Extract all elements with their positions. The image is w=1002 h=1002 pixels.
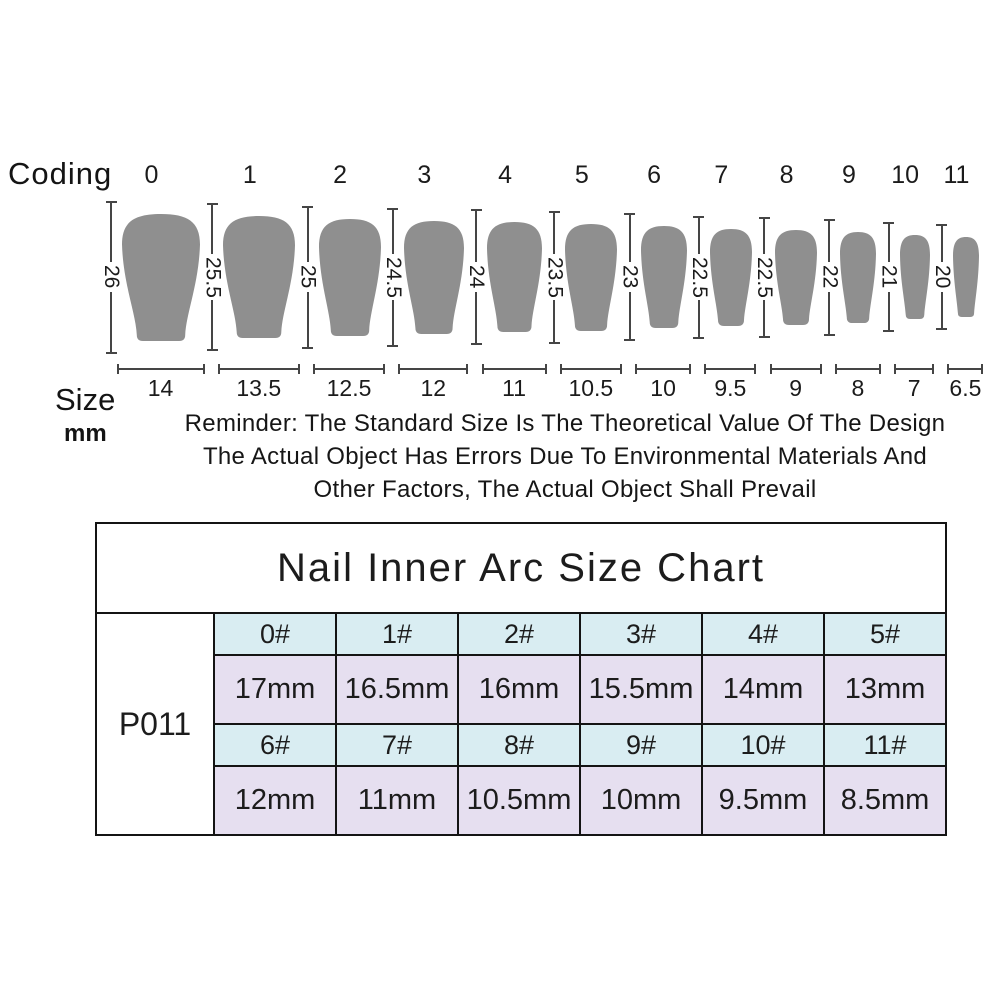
width-value: 12 bbox=[420, 375, 447, 401]
size-mm-cell: 12mm bbox=[214, 766, 336, 835]
ruler-line bbox=[888, 224, 890, 262]
ruler-line bbox=[211, 300, 213, 349]
ruler-cap-icon bbox=[471, 343, 482, 345]
length-value: 26 bbox=[100, 265, 123, 289]
model-code-cell: P011 bbox=[96, 613, 214, 835]
ruler-line bbox=[828, 292, 830, 334]
ruler-line bbox=[941, 226, 943, 262]
coding-label: Coding bbox=[8, 156, 113, 191]
ruler-line bbox=[941, 292, 943, 328]
width-value: 13.5 bbox=[236, 375, 282, 401]
nail-column-11 bbox=[930, 156, 982, 402]
nail-measure-group bbox=[618, 198, 687, 356]
width-value: 12.5 bbox=[326, 375, 372, 401]
ruler-line bbox=[110, 292, 112, 352]
nail-column-9 bbox=[818, 156, 876, 402]
length-ruler bbox=[930, 224, 954, 330]
size-code-cell: 8# bbox=[458, 724, 580, 766]
width-ruler bbox=[947, 364, 983, 374]
size-mm-cell: 13mm bbox=[824, 655, 946, 724]
length-ruler bbox=[687, 216, 711, 339]
width-value: 7 bbox=[907, 375, 921, 401]
nail-measure-group bbox=[296, 198, 381, 356]
length-ruler bbox=[381, 208, 405, 347]
nail-code-label: 2 bbox=[333, 161, 347, 189]
nail-column-5 bbox=[543, 156, 617, 402]
ruler-line bbox=[553, 300, 555, 341]
ruler-line bbox=[888, 292, 890, 330]
ruler-cap-icon bbox=[936, 328, 947, 330]
ruler-line bbox=[763, 219, 765, 254]
nail-column-3 bbox=[381, 156, 464, 402]
width-value: 9 bbox=[789, 375, 803, 401]
width-ruler bbox=[117, 364, 205, 374]
nail-code-label: 7 bbox=[714, 161, 729, 189]
nail-shape bbox=[319, 219, 381, 336]
length-ruler bbox=[201, 203, 225, 351]
length-value: 22.5 bbox=[687, 256, 711, 298]
width-ruler bbox=[835, 364, 881, 374]
table-row-sizes-2 bbox=[96, 766, 946, 835]
ruler-cap-icon bbox=[624, 339, 635, 341]
ruler-line bbox=[698, 218, 700, 254]
width-ruler bbox=[894, 364, 934, 374]
width-value: 14 bbox=[147, 375, 174, 401]
nail-shape bbox=[641, 226, 687, 328]
length-ruler bbox=[877, 222, 901, 332]
nail-shape bbox=[565, 224, 617, 331]
size-code-cell: 9# bbox=[580, 724, 702, 766]
size-code-cell: 3# bbox=[580, 613, 702, 655]
length-value: 20 bbox=[930, 265, 954, 289]
size-code-cell: 0# bbox=[214, 613, 336, 655]
nail-code-label: 4 bbox=[498, 161, 513, 189]
nail-code-label: 11 bbox=[943, 161, 970, 189]
nail-measure-group bbox=[381, 198, 464, 356]
table-row-codes-2 bbox=[96, 724, 946, 766]
nail-column-1 bbox=[201, 156, 295, 402]
nail-column-7 bbox=[687, 156, 752, 402]
width-ruler bbox=[218, 364, 300, 374]
size-code-cell: 11# bbox=[824, 724, 946, 766]
inner-arc-size-table bbox=[95, 522, 947, 836]
nail-shape bbox=[223, 216, 295, 338]
table-row-codes-1 bbox=[96, 613, 946, 655]
width-ruler bbox=[770, 364, 822, 374]
reminder-text bbox=[125, 407, 1002, 506]
size-mm-cell: 10mm bbox=[580, 766, 702, 835]
width-value: 9.5 bbox=[714, 375, 747, 401]
width-value: 8 bbox=[851, 375, 865, 401]
width-ruler bbox=[560, 364, 622, 374]
nail-column-0 bbox=[100, 156, 200, 402]
ruler-cap-icon bbox=[824, 334, 835, 336]
length-value: 23.5 bbox=[543, 256, 567, 298]
size-code-cell: 2# bbox=[458, 613, 580, 655]
width-value: 10 bbox=[650, 375, 676, 401]
length-ruler bbox=[100, 201, 123, 354]
ruler-line bbox=[553, 213, 555, 254]
ruler-cap-icon bbox=[106, 352, 117, 354]
size-unit-label: mm bbox=[64, 420, 107, 447]
nail-shape bbox=[840, 232, 876, 323]
length-value: 21 bbox=[877, 265, 901, 289]
nail-code-label: 8 bbox=[779, 161, 794, 189]
width-ruler bbox=[313, 364, 385, 374]
width-ruler bbox=[635, 364, 691, 374]
table-title: Nail Inner Arc Size Chart bbox=[96, 523, 946, 613]
nail-column-8 bbox=[753, 156, 817, 402]
length-value: 22 bbox=[818, 265, 842, 289]
size-mm-cell: 15.5mm bbox=[580, 655, 702, 724]
nail-shape bbox=[487, 222, 542, 332]
nail-measure-group bbox=[201, 198, 295, 356]
length-value: 24 bbox=[465, 265, 489, 289]
ruler-line bbox=[475, 211, 477, 262]
nail-measure-group bbox=[465, 198, 542, 356]
nail-code-label: 9 bbox=[841, 161, 856, 189]
reminder-line-3: Other Factors, The Actual Object Shall Prevail bbox=[313, 476, 817, 503]
size-code-cell: 6# bbox=[214, 724, 336, 766]
size-mm-cell: 14mm bbox=[702, 655, 824, 724]
length-ruler bbox=[818, 219, 842, 336]
nail-code-label: 5 bbox=[574, 161, 589, 189]
ruler-line bbox=[629, 292, 631, 339]
length-value: 23 bbox=[618, 265, 642, 289]
size-code-cell: 1# bbox=[336, 613, 458, 655]
ruler-line bbox=[211, 205, 213, 254]
nail-measure-group bbox=[100, 198, 200, 356]
reminder-line-1: Reminder: The Standard Size Is The Theoretical Value Of The Design bbox=[184, 410, 946, 437]
ruler-cap-icon bbox=[883, 330, 894, 332]
ruler-cap-icon bbox=[693, 337, 704, 339]
ruler-line bbox=[763, 300, 765, 335]
width-value: 10.5 bbox=[568, 375, 614, 401]
nail-shape bbox=[900, 235, 930, 319]
nail-shape bbox=[404, 221, 464, 334]
width-value: 11 bbox=[502, 375, 526, 401]
size-label: Size bbox=[55, 382, 116, 417]
nail-measure-group bbox=[930, 198, 979, 356]
size-mm-cell: 16.5mm bbox=[336, 655, 458, 724]
ruler-cap-icon bbox=[549, 342, 560, 344]
ruler-line bbox=[307, 292, 309, 347]
length-value: 25.5 bbox=[201, 256, 225, 298]
length-ruler bbox=[543, 211, 567, 344]
nail-coding-diagram bbox=[100, 156, 982, 402]
nail-measure-group bbox=[543, 198, 617, 356]
size-mm-cell: 11mm bbox=[336, 766, 458, 835]
nail-measure-group bbox=[753, 198, 817, 356]
size-mm-cell: 17mm bbox=[214, 655, 336, 724]
nail-column-6 bbox=[618, 156, 687, 402]
nail-column-4 bbox=[465, 156, 542, 402]
length-ruler bbox=[465, 209, 489, 345]
length-value: 24.5 bbox=[381, 256, 405, 298]
ruler-cap-icon bbox=[207, 349, 218, 351]
ruler-line bbox=[110, 203, 112, 263]
ruler-line bbox=[698, 300, 700, 336]
ruler-cap-icon bbox=[302, 347, 313, 349]
ruler-line bbox=[475, 292, 477, 343]
length-ruler bbox=[296, 206, 320, 349]
size-mm-cell: 8.5mm bbox=[824, 766, 946, 835]
size-mm-cell: 10.5mm bbox=[458, 766, 580, 835]
size-code-cell: 10# bbox=[702, 724, 824, 766]
length-value: 22.5 bbox=[753, 256, 777, 298]
size-code-cell: 5# bbox=[824, 613, 946, 655]
nail-code-label: 6 bbox=[647, 161, 662, 189]
ruler-line bbox=[307, 208, 309, 263]
width-ruler bbox=[704, 364, 756, 374]
table-row-sizes-1 bbox=[96, 655, 946, 724]
ruler-cap-icon bbox=[759, 336, 770, 338]
nail-column-10 bbox=[877, 156, 930, 402]
width-ruler bbox=[398, 364, 468, 374]
nail-shape bbox=[710, 229, 752, 326]
nail-measure-group bbox=[818, 198, 876, 356]
length-ruler bbox=[618, 213, 642, 341]
size-code-cell: 4# bbox=[702, 613, 824, 655]
table-title-row bbox=[96, 523, 946, 613]
nail-code-label: 10 bbox=[891, 161, 920, 189]
ruler-line bbox=[392, 210, 394, 254]
ruler-line bbox=[828, 221, 830, 263]
size-code-cell: 7# bbox=[336, 724, 458, 766]
reminder-line-2: The Actual Object Has Errors Due To Environmental Materials And bbox=[202, 443, 928, 470]
width-value: 6.5 bbox=[949, 375, 982, 401]
nail-code-label: 1 bbox=[242, 161, 257, 189]
ruler-cap-icon bbox=[387, 345, 398, 347]
length-value: 25 bbox=[296, 265, 320, 289]
size-mm-cell: 9.5mm bbox=[702, 766, 824, 835]
size-mm-cell: 16mm bbox=[458, 655, 580, 724]
nail-shape bbox=[775, 230, 817, 325]
nail-code-label: 3 bbox=[417, 161, 432, 189]
nail-code-label: 0 bbox=[144, 161, 159, 189]
nail-measure-group bbox=[877, 198, 930, 356]
nail-shape bbox=[953, 237, 979, 317]
length-ruler bbox=[753, 217, 777, 338]
ruler-line bbox=[629, 215, 631, 262]
nail-measure-group bbox=[687, 198, 752, 356]
nail-column-2 bbox=[296, 156, 381, 402]
ruler-line bbox=[392, 300, 394, 344]
nail-shape bbox=[122, 214, 200, 341]
width-ruler bbox=[482, 364, 547, 374]
